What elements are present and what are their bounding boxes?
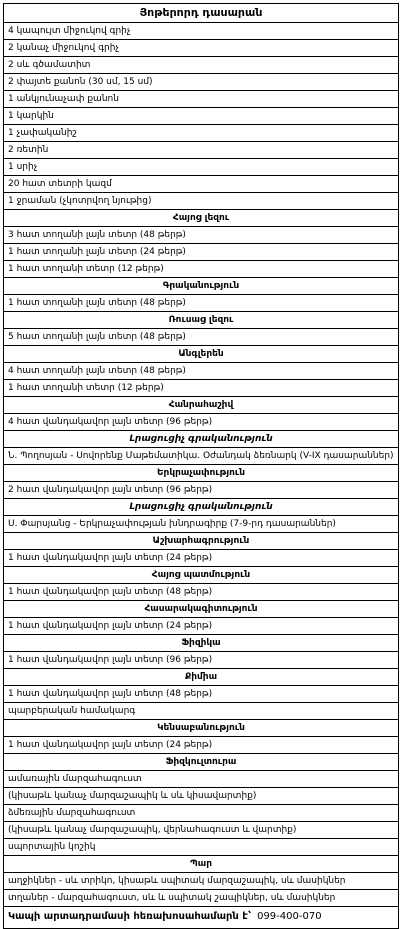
section-heading: Ֆիզիկա bbox=[4, 635, 398, 652]
list-item: 2 հատ վանդակավոր լայն տետր (96 թերթ) bbox=[4, 482, 398, 499]
section-heading: Լրացուցիչ գրականություն bbox=[4, 499, 398, 516]
list-item: պարբերական համակարգ bbox=[4, 703, 398, 720]
supply-rows bbox=[4, 23, 398, 907]
section-heading: Հանրահաշիվ bbox=[4, 397, 398, 414]
list-item: 20 հատ տետրի կազմ bbox=[4, 176, 398, 193]
list-item: տղաներ - մարզահագուստ, սև և սպիտակ շապիկներ, սև մասիկներ bbox=[4, 890, 398, 907]
section-heading: Գրականություն bbox=[4, 278, 398, 295]
section-heading: Պար bbox=[4, 856, 398, 873]
list-item: 1 չափականիշ bbox=[4, 125, 398, 142]
section-heading: Քիմիա bbox=[4, 669, 398, 686]
list-item: Ն. Պողոսյան - Սովորենք Մաթեմատիկա. Օժանդակ ձեռնարկ (V-IX դասարաններ) bbox=[4, 448, 398, 465]
list-item: աղջիկներ - սև տրիկո, կիսաթև սպիտակ մարզաշապիկ, սև մասիկներ bbox=[4, 873, 398, 890]
section-heading: Ռուսաց լեզու bbox=[4, 312, 398, 329]
list-item: 1 հատ վանդակավոր լայն տետր (24 թերթ) bbox=[4, 737, 398, 754]
section-heading: Ֆիզկուլտուրա bbox=[4, 754, 398, 771]
list-item: 4 հատ վանդակավոր լայն տետր (96 թերթ) bbox=[4, 414, 398, 431]
list-item: 1 անկյունաչափ քանոն bbox=[4, 91, 398, 108]
list-item: 3 հատ տողանի լայն տետր (48 թերթ) bbox=[4, 227, 398, 244]
list-item: Ս. Փարսյանց - Երկրաչափության խնդրագիրք (7-9-րդ դասարաններ) bbox=[4, 516, 398, 533]
list-item: 1 հատ տողանի տետր (12 թերթ) bbox=[4, 261, 398, 278]
list-item: 1 հատ վանդակավոր լայն տետր (48 թերթ) bbox=[4, 584, 398, 601]
list-item: 1 հատ վանդակավոր լայն տետր (48 թերթ) bbox=[4, 686, 398, 703]
list-item: 2 կանաչ միջուկով գրիչ bbox=[4, 40, 398, 57]
section-heading: Աշխարհագրություն bbox=[4, 533, 398, 550]
list-item: ձմեռային մարզահագուստ bbox=[4, 805, 398, 822]
section-heading: Հայոց լեզու bbox=[4, 210, 398, 227]
list-item: 1 ջրաման (չկոտրվող նյութից) bbox=[4, 193, 398, 210]
section-heading: Երկրաչափություն bbox=[4, 465, 398, 482]
contact-phone: 099-400-070 bbox=[257, 911, 322, 922]
list-item: 4 հատ տողանի լայն տետր (48 թերթ) bbox=[4, 363, 398, 380]
section-heading: Լրացուցիչ գրականություն bbox=[4, 431, 398, 448]
contact-label: Կապի արտադրամասի հեռախոսահամարն է՝ bbox=[8, 911, 252, 922]
list-item: 1 հատ տողանի լայն տետր (24 թերթ) bbox=[4, 244, 398, 261]
list-item: 1 հատ տողանի լայն տետր (48 թերթ) bbox=[4, 295, 398, 312]
list-item: 1 հատ վանդակավոր լայն տետր (24 թերթ) bbox=[4, 618, 398, 635]
list-item: (կիսաթև կանաչ մարզաշապիկ, վերնահագուստ և վարտիք) bbox=[4, 822, 398, 839]
school-supply-list bbox=[3, 3, 399, 929]
section-heading: Հասարակագիտություն bbox=[4, 601, 398, 618]
page-title: Յոթերորդ դասարան bbox=[4, 4, 398, 23]
list-item: 1 հատ վանդակավոր լայն տետր (96 թերթ) bbox=[4, 652, 398, 669]
list-item: 2 փայտե քանոն (30 սմ, 15 սմ) bbox=[4, 74, 398, 91]
list-item: 1 հատ տողանի տետր (12 թերթ) bbox=[4, 380, 398, 397]
list-item: 5 հատ տողանի լայն տետր (48 թերթ) bbox=[4, 329, 398, 346]
list-item: 2 ռետին bbox=[4, 142, 398, 159]
section-heading: Կենսաբանություն bbox=[4, 720, 398, 737]
list-item: սպորտային կոշիկ bbox=[4, 839, 398, 856]
list-item: ամառային մարզահագուստ bbox=[4, 771, 398, 788]
section-heading: Հայոց պատմություն bbox=[4, 567, 398, 584]
list-item: 2 սև գծամատիտ bbox=[4, 57, 398, 74]
list-item: 1 կարկին bbox=[4, 108, 398, 125]
contact-footer bbox=[4, 907, 398, 928]
list-item: (կիսաթև կանաչ մարզաշապիկ և սև կիսավարտիք) bbox=[4, 788, 398, 805]
list-item: 1 հատ վանդակավոր լայն տետր (24 թերթ) bbox=[4, 550, 398, 567]
list-item: 1 սրիչ bbox=[4, 159, 398, 176]
section-heading: Անգլերեն bbox=[4, 346, 398, 363]
list-item: 4 կապույտ միջուկով գրիչ bbox=[4, 23, 398, 40]
